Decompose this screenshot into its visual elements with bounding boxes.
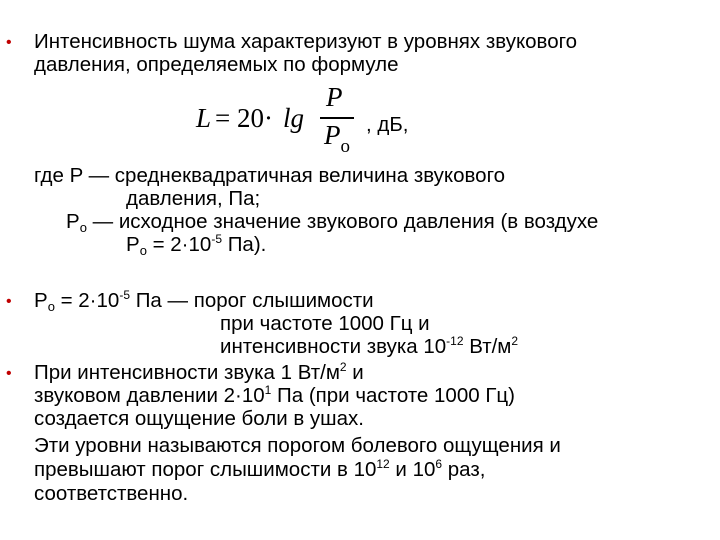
formula-lhs: L [196, 103, 212, 133]
pain-line-4: Эти уровни называются порогом болевого ощущения и [34, 434, 561, 457]
where-line-1: где P — среднеквадратичная величина звукового [34, 164, 505, 187]
threshold-line-2: при частоте 1000 Гц и [220, 312, 430, 335]
formula-numerator: P [326, 82, 343, 112]
pain-line-6: соответственно. [34, 482, 189, 505]
intro-line-2: давления, определяемых по формуле [34, 53, 399, 76]
intro-line-1: Интенсивность шума характеризуют в уровнях звукового [34, 30, 578, 53]
formula [190, 80, 450, 162]
formula-lg: lg [283, 103, 305, 133]
formula-unit: , дБ, [366, 113, 409, 136]
bullet-marker: • [6, 365, 12, 382]
bullet-marker: • [6, 34, 12, 51]
threshold-line-3: интенсивности звука $10^{-12}$ $Вт/м^2$ [220, 334, 519, 358]
formula-equals: = 20· [215, 103, 273, 133]
pain-line-3: создается ощущение боли в ушах. [34, 407, 364, 430]
pain-line-5: превышают порог слышимости в $10^{12}$ и $10^6$ раз, [34, 457, 486, 481]
formula-denominator: $P_o$ [324, 120, 350, 157]
pain-line-2: звуковом давлении $2\cdot 10^1$ Па (при частоте 1000 Гц) [34, 383, 515, 407]
pain-line-1: При интенсивности звука 1 $Вт/м^2$ и [34, 360, 364, 384]
bullet-marker: • [6, 293, 12, 310]
where-line-3: $P_o$ — исходное значение звукового давления (в воздухе [66, 210, 599, 235]
where-line-2: давления, Па; [126, 187, 261, 210]
threshold-line-1: $P_o = 2\cdot 10^{-5}$ Па — порог слышимости [34, 288, 374, 314]
where-line-4: $P_o = 2\cdot 10^{-5}$ Па). [126, 232, 267, 258]
fraction-bar [320, 117, 354, 119]
